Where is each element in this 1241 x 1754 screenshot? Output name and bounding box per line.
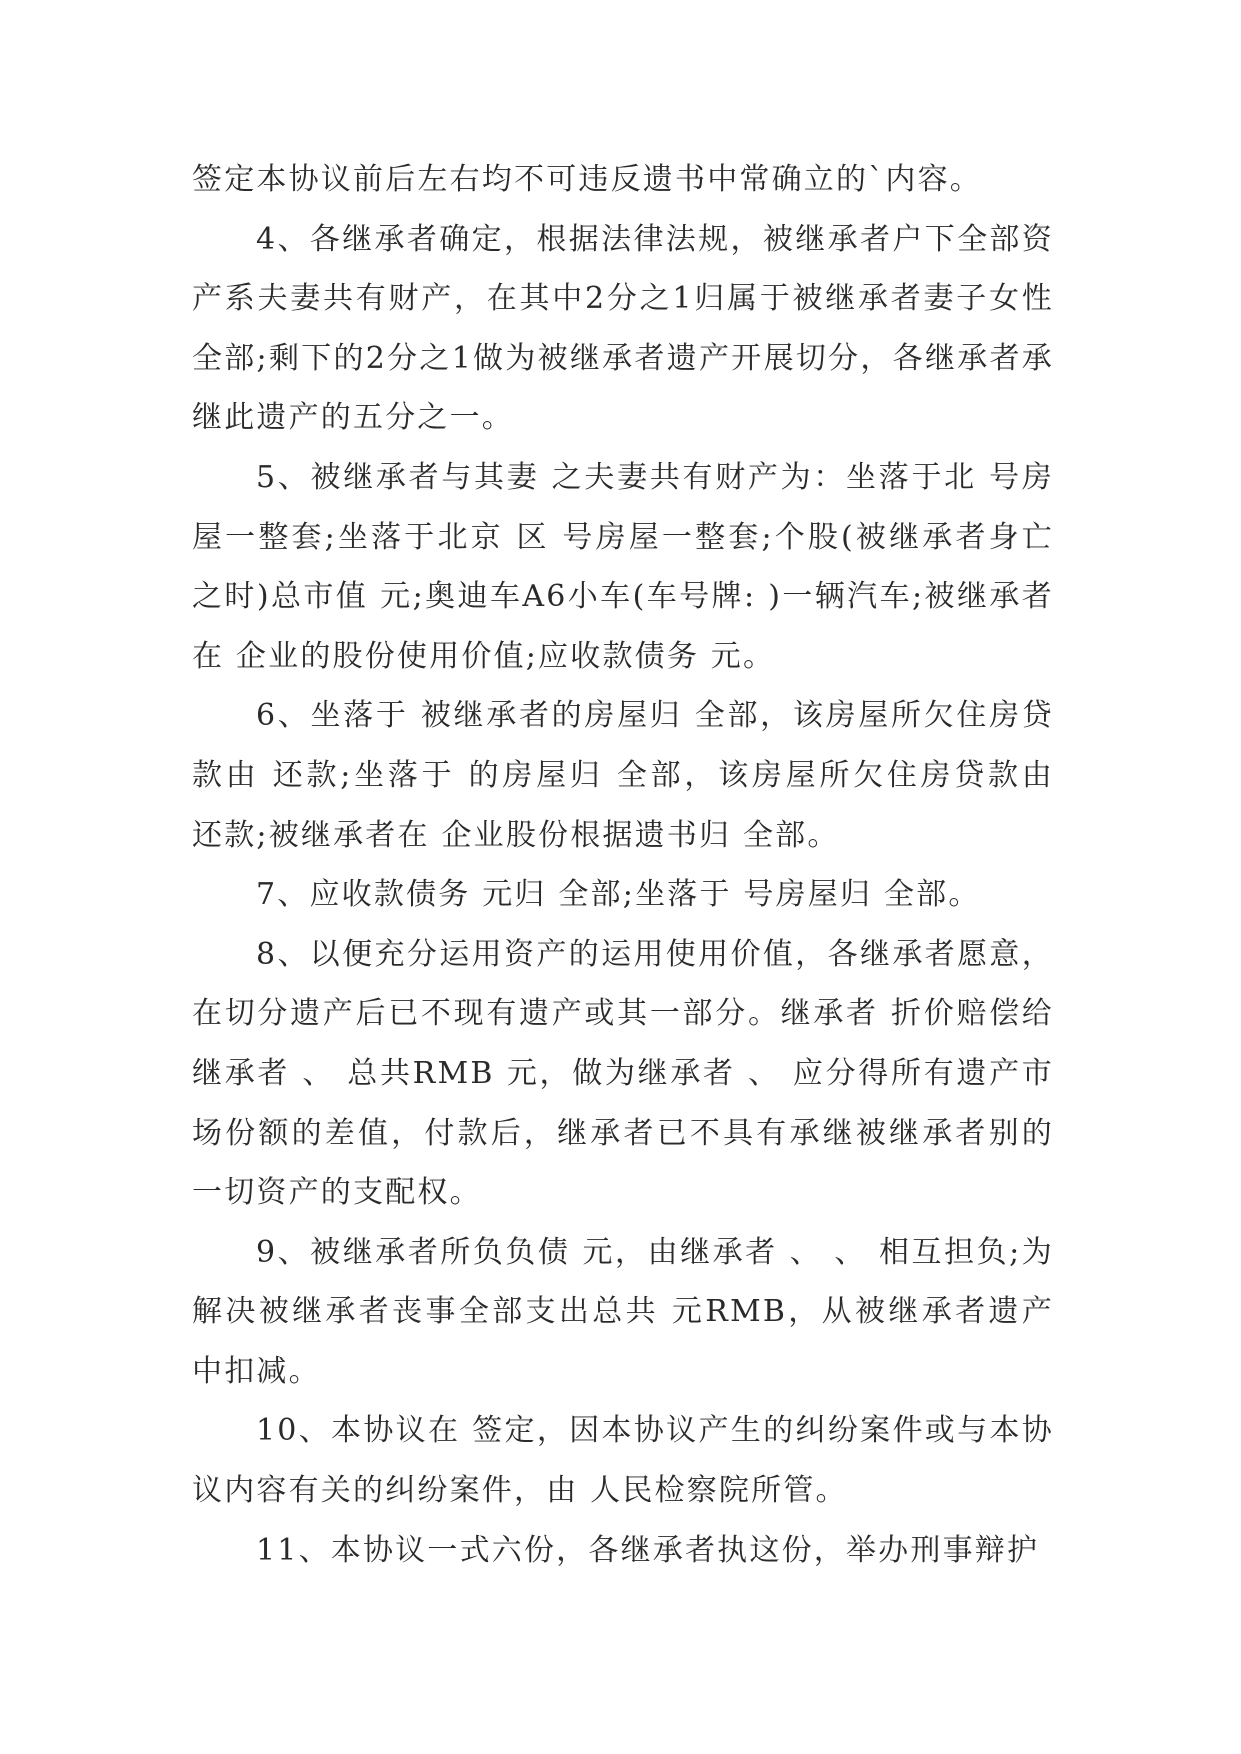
paragraph-4: 6、坐落于 被继承者的房屋归 全部，该房屋所欠住房贷款由 还款;坐落于 的房屋归 全部，该房屋所欠住房贷款由 还款;被继承者在 企业股份根据遗书归 全部。 [192, 698, 1054, 853]
paragraph-9: 11、本协议一式六份，各继承者执这份，举办刑事辩护 [256, 1532, 1040, 1568]
paragraph-6: 8、以便充分运用资产的运用使用价值，各继承者愿意，在切分遗产后已不现有遗产或其一部分。继承者 折价赔偿给继承者 、 总共RMB 元，做为继承者 、 应分得所有遗产市场份额的差值，付款后，继承者已不具有承继被继承者别的一切资产的支配权。 [192, 936, 1054, 1211]
paragraph-7: 9、被继承者所负负债 元，由继承者 、 、 相互担负;为解决被继承者丧事全部支出总共 元RMB，从被继承者遗产中扣减。 [192, 1234, 1054, 1389]
paragraph-2: 4、各继承者确定，根据法律法规，被继承者户下全部资产系夫妻共有财产，在其中2分之1归属于被继承者妻子女性全部;剩下的2分之1做为被继承者遗产开展切分，各继承者承继此遗产的五分之一。 [192, 221, 1054, 436]
paragraph-5: 7、应收款债务 元归 全部;坐落于 号房屋归 全部。 [256, 877, 981, 913]
paragraph-8: 10、本协议在 签定，因本协议产生的纠纷案件或与本协议内容有关的纠纷案件，由 人民检察院所管。 [192, 1413, 1054, 1509]
document-body [192, 150, 1054, 1580]
paragraph-3: 5、被继承者与其妻 之夫妻共有财产为：坐落于北 号房屋一整套;坐落于北京 区 号房屋一整套;个股(被继承者身亡之时)总市值 元;奥迪车A6小车(车号牌: )一辆汽车;被继承者在 企业的股份使用价值;应收款债务 元。 [192, 459, 1054, 674]
paragraph-1: 签定本协议前后左右均不可违反遗书中常确立的`内容。 [192, 162, 982, 197]
